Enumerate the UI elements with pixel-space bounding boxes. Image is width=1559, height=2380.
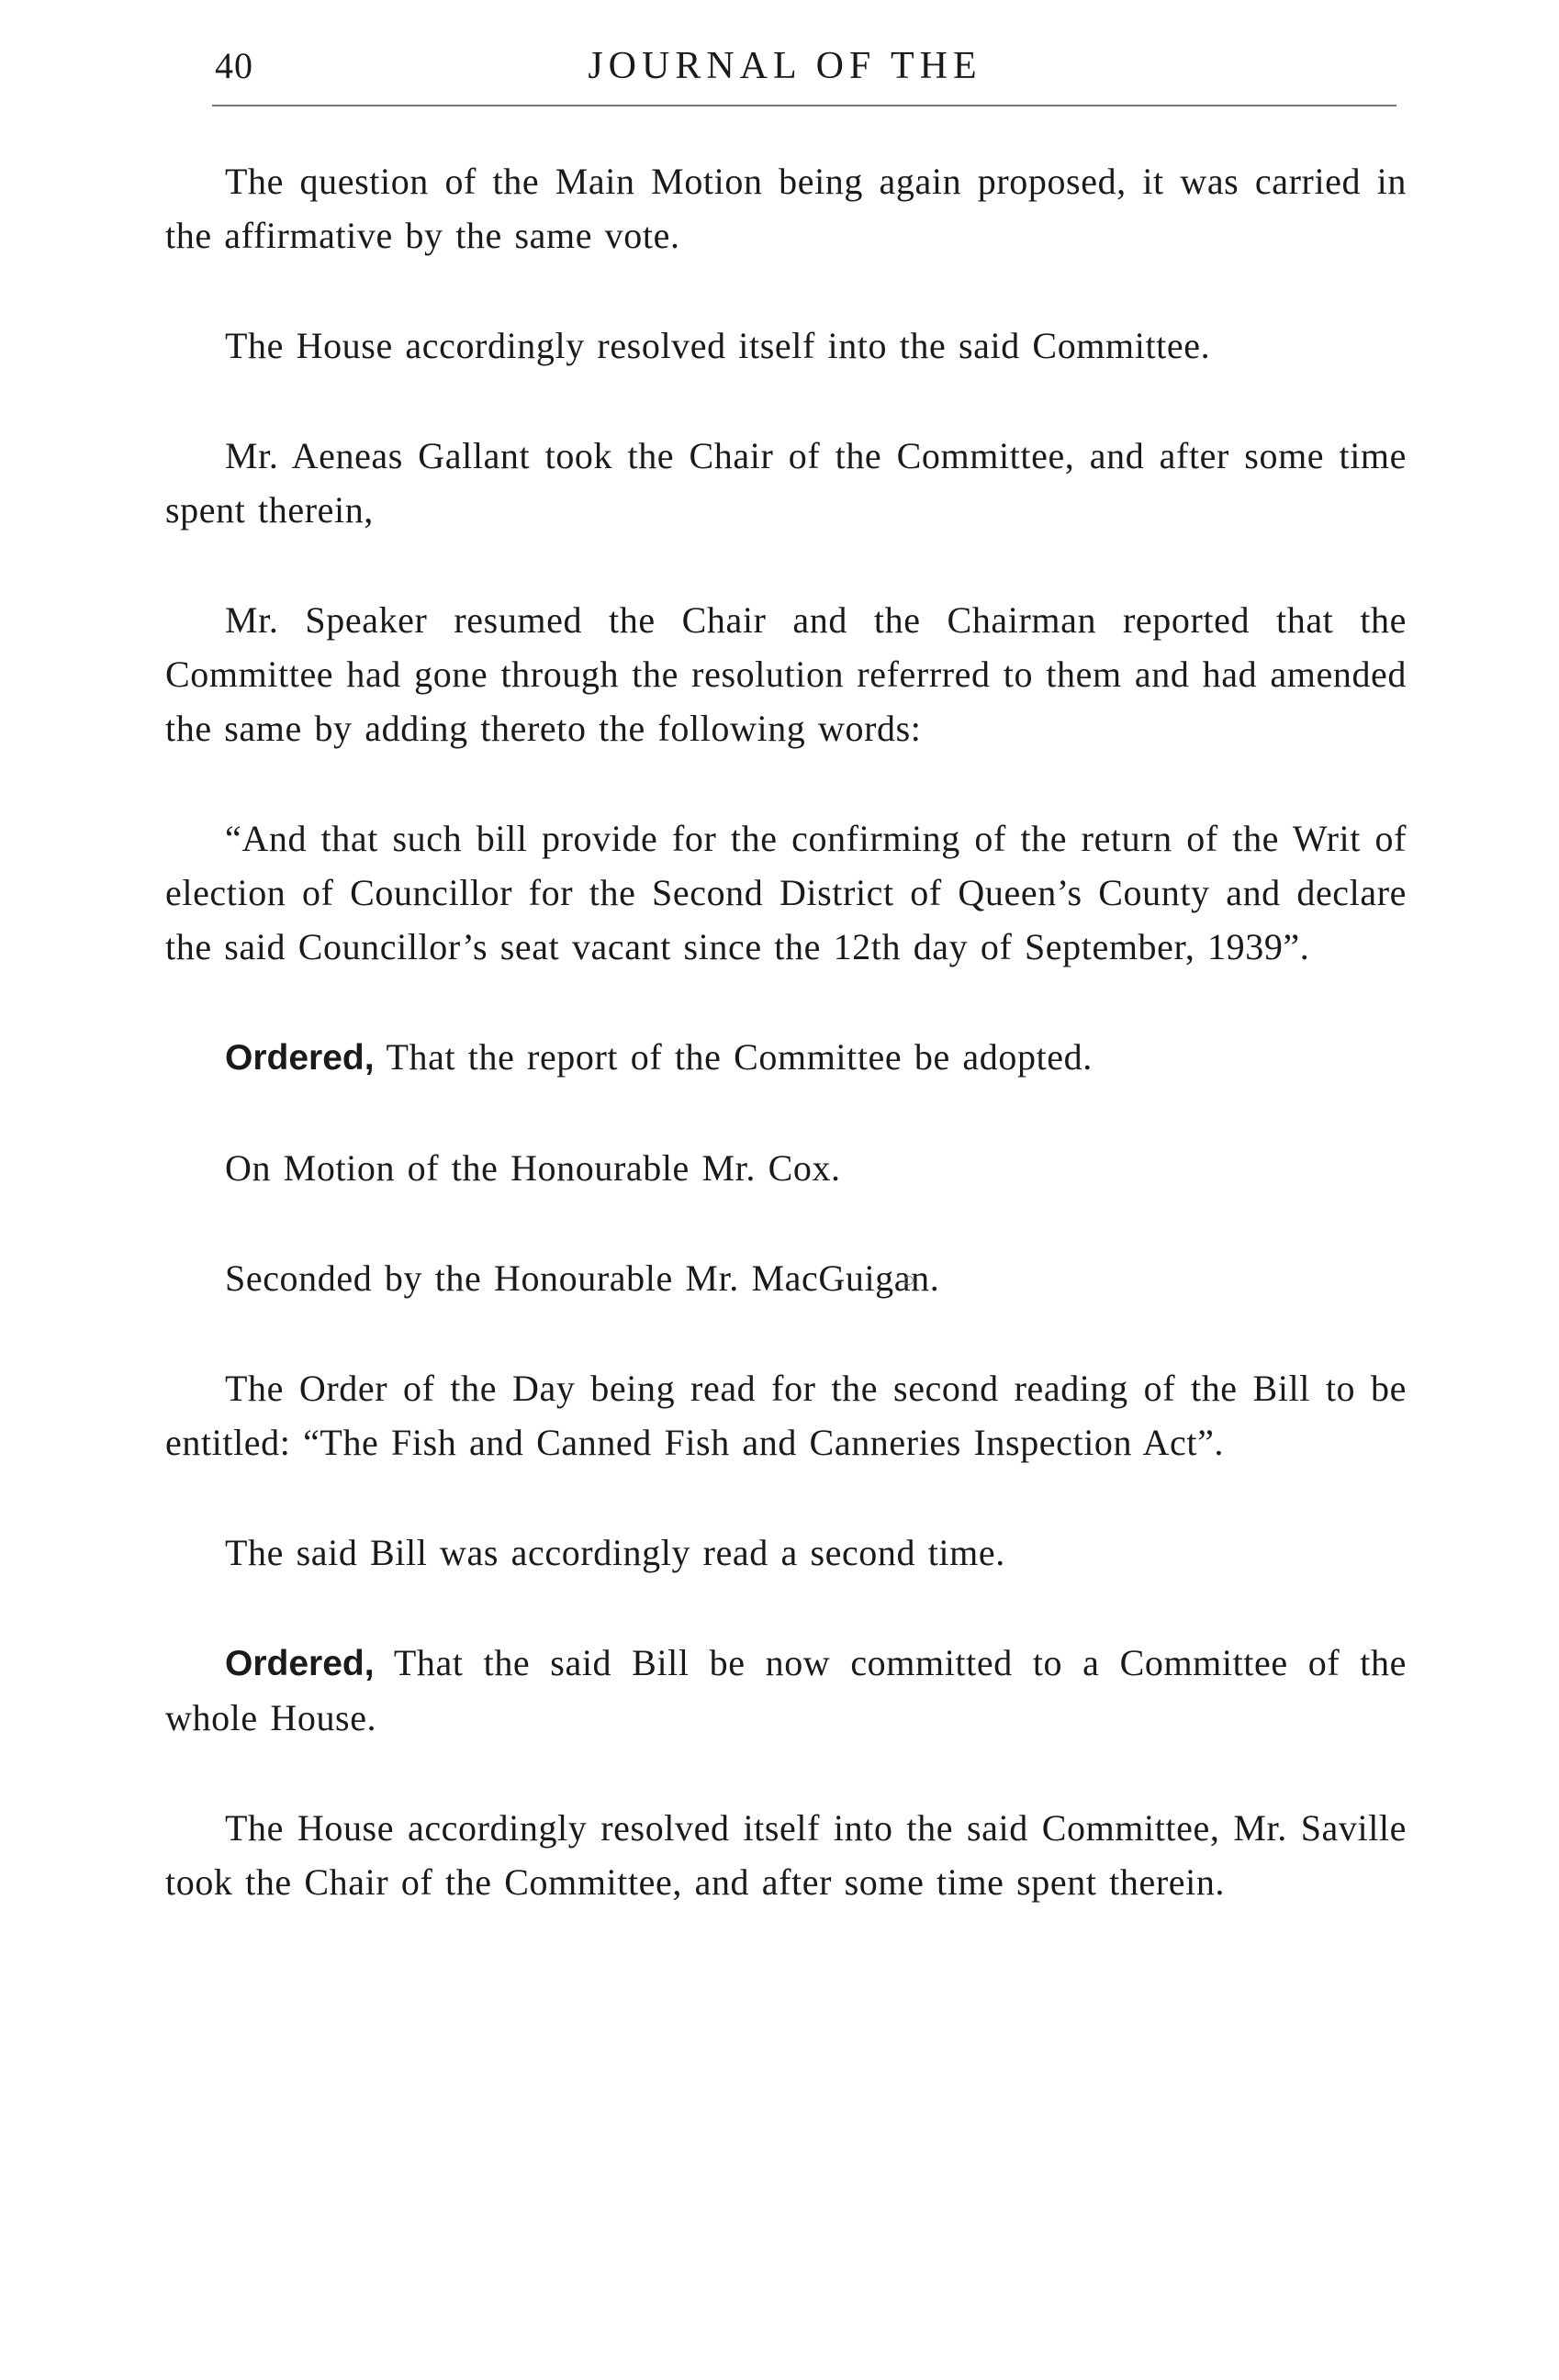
paragraph-second-reading: [165, 1525, 1407, 1580]
paragraph-ordered-committed: [165, 1636, 1407, 1745]
ordered-label: Ordered,: [225, 1038, 375, 1078]
paragraph-seconded-macguigan: [165, 1251, 1407, 1305]
paragraph-text: The House accordingly resolved itself into the said Committee, Mr. Saville took the Chair of the Committee, and after some time spent therein.: [165, 1807, 1407, 1903]
paragraph-text: Mr. Aeneas Gallant took the Chair of the Committee, and after some time spent therein,: [165, 435, 1407, 531]
running-head: JOURNAL OF THE: [588, 45, 982, 87]
paragraph-chair-gallant: [165, 429, 1407, 537]
paragraph-text: That the said Bill be now committed to a Committee of the whole House.: [165, 1642, 1407, 1738]
paragraph-ordered-report: [165, 1030, 1407, 1085]
paragraph-text: The said Bill was accordingly read a second time.: [225, 1532, 1005, 1573]
journal-body: [165, 154, 1407, 1965]
paragraph-main-motion: [165, 154, 1407, 263]
paragraph-text: The question of the Main Motion being again proposed, it was carried in the affirmative by the same vote.: [165, 161, 1407, 256]
paragraph-motion-cox: [165, 1141, 1407, 1195]
paragraph-text: The Order of the Day being read for the second reading of the Bill to be entitled: “The Fish and Canned Fish and Canneries Inspection Act”.: [165, 1368, 1407, 1463]
paragraph-order-of-day: [165, 1361, 1407, 1469]
paragraph-text: The House accordingly resolved itself into the said Committee.: [225, 325, 1211, 366]
paragraph-quoted-amendment: [165, 811, 1407, 974]
print-speck: [904, 1276, 914, 1285]
paragraph-speaker-report: [165, 593, 1407, 755]
paragraph-text: Mr. Speaker resumed the Chair and the Chairman reported that the Committee had gone through the resolution referrred to them and had amended the same by adding thereto the following words:: [165, 599, 1407, 749]
header-rule: [212, 105, 1396, 106]
paragraph-resolved-committee: [165, 318, 1407, 373]
paragraph-text: Seconded by the Honourable Mr. MacGuigan.: [225, 1257, 940, 1299]
paragraph-text: On Motion of the Honourable Mr. Cox.: [225, 1147, 841, 1189]
paragraph-text: “And that such bill provide for the confirming of the return of the Writ of election of Councillor for the Second District of Queen’s County and declare the said Councillor’s seat vacant since the 12th day of September, 1939”.: [165, 818, 1407, 967]
page-number: 40: [215, 45, 253, 86]
ordered-label: Ordered,: [225, 1644, 375, 1683]
paragraph-chair-saville: [165, 1801, 1407, 1909]
paragraph-text: That the report of the Committee be adopted.: [386, 1036, 1093, 1078]
page-header: [165, 35, 1405, 108]
